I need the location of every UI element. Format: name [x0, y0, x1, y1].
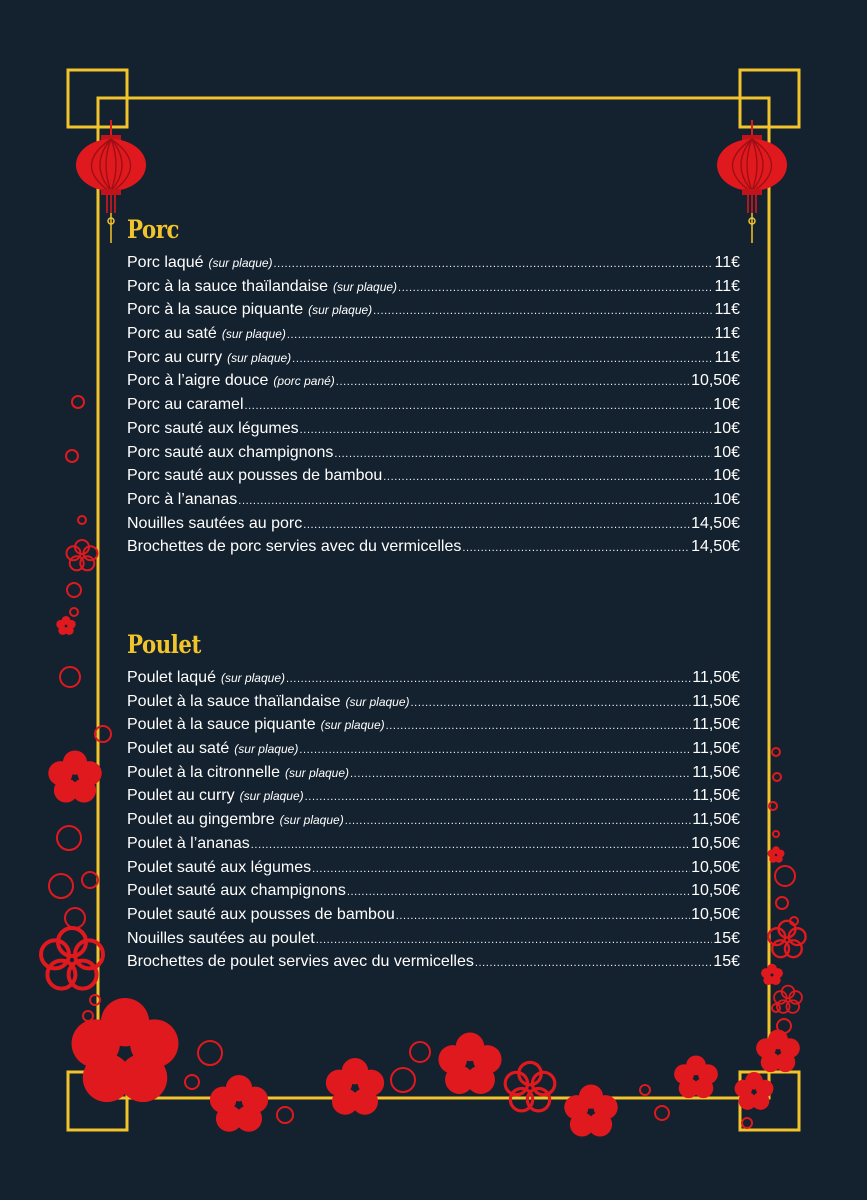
item-name: Porc au caramel: [127, 396, 244, 414]
item-name: Poulet sauté aux légumes: [127, 858, 312, 876]
leader-dots: [386, 720, 692, 732]
menu-item: [127, 372, 740, 396]
leader-dots: [398, 282, 713, 294]
item-price: 10€: [713, 396, 740, 414]
leader-dots: [300, 424, 713, 436]
item-name: Brochettes de poulet servies avec du vermicelles: [127, 953, 474, 971]
item-price: 11€: [714, 325, 740, 343]
leader-dots: [411, 697, 692, 709]
item-price: 10,50€: [691, 372, 740, 390]
leader-dots: [303, 519, 690, 531]
item-price: 10,50€: [691, 834, 740, 852]
item-note: (sur plaque): [220, 671, 285, 685]
item-name: Poulet au gingembre: [127, 811, 275, 829]
item-note: (sur plaque): [345, 694, 410, 709]
item-name: Poulet laqué: [127, 669, 216, 686]
item-price: 11,50€: [692, 692, 740, 710]
item-price: 10,50€: [691, 905, 740, 923]
menu-item: [127, 953, 740, 977]
item-name: Porc au saté: [127, 325, 217, 343]
item-note: (sur plaque): [279, 813, 344, 828]
menu-item: [127, 716, 740, 740]
item-name: Porc au curry: [127, 348, 223, 366]
leader-dots: [475, 957, 712, 969]
menu-item: [127, 491, 740, 515]
blossom-icon: [674, 1056, 718, 1099]
leader-dots: [245, 400, 713, 412]
item-price: 10€: [713, 443, 740, 461]
leader-dots: [462, 542, 690, 554]
item-price: 11,50€: [692, 716, 740, 734]
leader-dots: [336, 376, 690, 388]
leader-dots: [350, 768, 691, 780]
blossom-icon: [438, 1033, 501, 1094]
leader-dots: [396, 910, 690, 922]
menu-list: [127, 254, 740, 562]
section-porc: [127, 213, 740, 562]
menu-item: [127, 254, 740, 278]
menu-item: [127, 444, 740, 468]
blossom-icon: [72, 998, 179, 1102]
leader-dots: [299, 744, 691, 756]
section-title: Poulet: [127, 630, 201, 659]
item-price: 10€: [713, 490, 740, 508]
blossom-icon: [326, 1058, 384, 1115]
item-name: Nouilles sautées au poulet: [127, 929, 315, 947]
item-note: (sur plaque): [227, 350, 292, 365]
menu-item: [127, 396, 740, 420]
menu-item: [127, 278, 740, 302]
item-price: 11,50€: [692, 811, 740, 829]
menu-list: [127, 669, 740, 977]
menu-item: [127, 811, 740, 835]
menu-item: [127, 301, 740, 325]
leader-dots: [305, 791, 692, 803]
menu-item: [127, 467, 740, 491]
leader-dots: [274, 258, 714, 270]
item-price: 11,50€: [692, 763, 740, 781]
menu-item: [127, 906, 740, 930]
item-name: Poulet à la citronnelle: [127, 763, 280, 781]
blossom-icon: [210, 1075, 268, 1132]
item-price: 11€: [714, 348, 740, 366]
menu-item: [127, 740, 740, 764]
item-price: 11,50€: [692, 669, 740, 686]
item-price: 10,50€: [691, 882, 740, 900]
blossom-icon: [48, 751, 101, 803]
item-price: 10€: [713, 419, 740, 437]
item-price: 15€: [713, 929, 740, 947]
item-price: 11€: [714, 301, 740, 319]
item-note: (porc pané): [273, 374, 335, 389]
menu-item: [127, 349, 740, 373]
section-poulet: [127, 628, 740, 977]
item-price: 11,50€: [692, 740, 740, 758]
item-name: Poulet au curry: [127, 787, 235, 805]
item-name: Poulet sauté aux pousses de bambou: [127, 905, 395, 923]
item-price: 14,50€: [691, 514, 740, 532]
item-price: 15€: [713, 953, 740, 971]
menu-item: [127, 515, 740, 539]
blossom-icon: [756, 1030, 800, 1073]
menu-item: [127, 835, 740, 859]
menu-item: [127, 882, 740, 906]
menu-item: [127, 693, 740, 717]
item-name: Porc laqué: [127, 254, 204, 271]
item-name: Porc à la sauce thaïlandaise: [127, 277, 329, 295]
blossom-icon: [564, 1085, 617, 1137]
item-price: 10,50€: [691, 858, 740, 876]
menu-item: [127, 764, 740, 788]
leader-dots: [238, 495, 712, 507]
item-name: Poulet à l’ananas: [127, 834, 250, 852]
item-price: 11€: [714, 254, 740, 271]
item-price: 10€: [713, 467, 740, 485]
leader-dots: [287, 329, 714, 341]
leader-dots: [373, 305, 713, 317]
item-name: Porc sauté aux légumes: [127, 419, 299, 437]
menu-item: [127, 930, 740, 954]
item-note: (sur plaque): [239, 789, 304, 804]
leader-dots: [334, 448, 712, 460]
menu-item: [127, 859, 740, 883]
item-name: Porc à la sauce piquante: [127, 301, 304, 319]
menu-item: [127, 420, 740, 444]
item-name: Porc sauté aux champignons: [127, 443, 334, 461]
leader-dots: [292, 353, 713, 365]
item-note: (sur plaque): [284, 765, 350, 780]
item-price: 11,50€: [692, 787, 740, 805]
leader-dots: [347, 886, 690, 898]
leader-dots: [316, 934, 713, 946]
item-note: (sur plaque): [208, 256, 273, 270]
item-name: Porc à l’aigre douce: [127, 372, 269, 390]
menu-item: [127, 325, 740, 349]
item-name: Brochettes de porc servies avec du vermicelles: [127, 538, 462, 556]
item-name: Porc sauté aux pousses de bambou: [127, 467, 383, 485]
item-price: 11€: [714, 277, 740, 295]
item-name: Nouilles sautées au porc: [127, 514, 303, 532]
item-price: 14,50€: [691, 538, 740, 556]
item-note: (sur plaque): [308, 303, 373, 318]
menu-item: [127, 787, 740, 811]
item-name: Poulet sauté aux champignons: [127, 882, 346, 900]
leader-dots: [383, 471, 712, 483]
item-name: Porc à l’ananas: [127, 490, 238, 508]
leader-dots: [286, 673, 691, 685]
item-name: Poulet à la sauce thaïlandaise: [127, 692, 341, 710]
blossom-icon: [761, 964, 783, 985]
item-name: Poulet à la sauce piquante: [127, 716, 316, 734]
blossom-icon: [56, 616, 75, 635]
leader-dots: [251, 839, 690, 851]
menu-item: [127, 669, 740, 693]
leader-dots: [312, 863, 690, 875]
item-note: (sur plaque): [234, 742, 299, 757]
menu-item: [127, 538, 740, 562]
item-note: (sur plaque): [320, 718, 385, 733]
item-note: (sur plaque): [221, 327, 286, 342]
leader-dots: [345, 815, 692, 827]
section-title: Porc: [127, 215, 180, 244]
item-note: (sur plaque): [333, 279, 398, 294]
item-name: Poulet au saté: [127, 740, 230, 758]
